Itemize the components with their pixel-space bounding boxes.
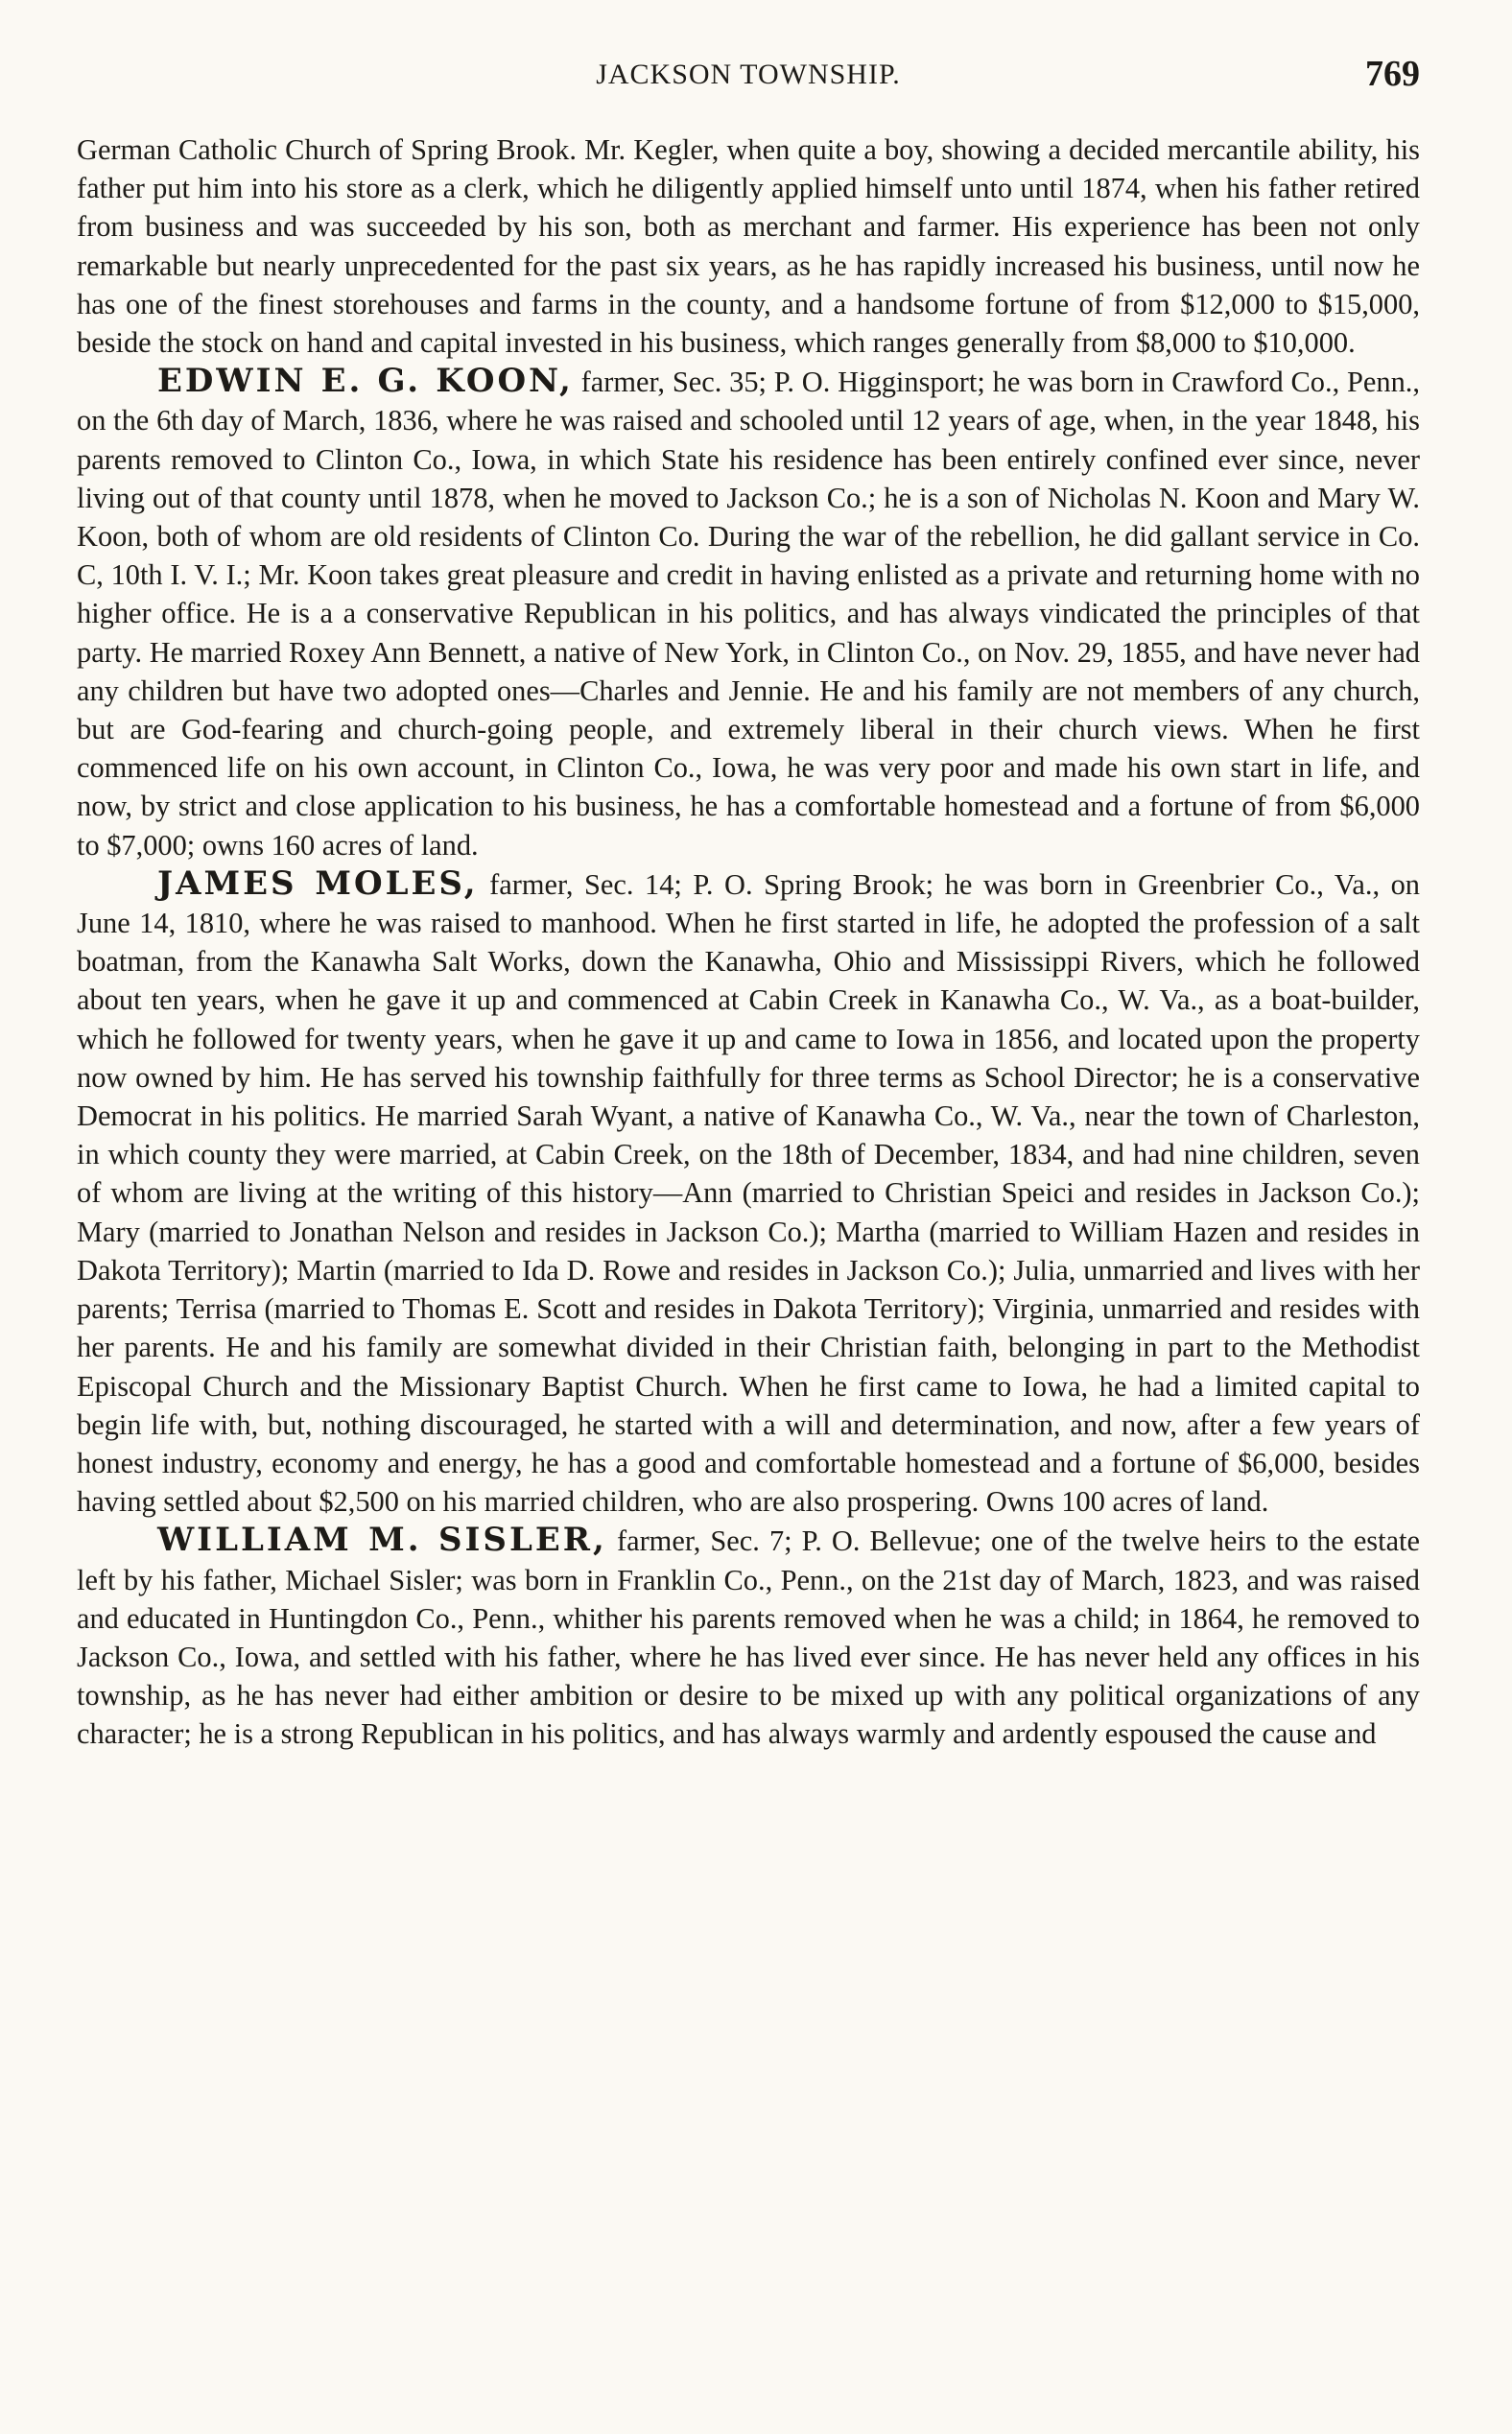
biography-william-sisler <box>77 1521 1420 1753</box>
running-head: JACKSON TOWNSHIP. <box>596 59 901 90</box>
biography-james-moles <box>77 864 1420 1521</box>
paragraph-kegler-continuation <box>77 130 1420 362</box>
biography-name: EDWIN E. G. KOON, <box>157 362 574 401</box>
biography-text: farmer, Sec. 14; P. O. Spring Brook; he was born in Greenbrier Co., Va., on June 14, 1810, where he was raised to manhood. When he first started in life, he adopted the profession of a salt boatman, from the Kanawha Salt Works, down the Kanawha, Ohio and Mississippi Rivers, which he followed about ten years, when he gave it up and commenced at Cabin Creek in Kanawha Co., W. Va., as a boat-builder, which he followed for twenty years, when he gave it up and came to Iowa in 1856, and located upon the property now owned by him. He has served his township faithfully for three terms as School Director; he is a conservative Democrat in his politics. He married Sarah Wyant, a native of Kanawha Co., W. Va., near the town of Charleston, in which county they were married, at Cabin Creek, on the 18th of December, 1834, and had nine children, seven of whom are living at the writing of this history—Ann (married to Christian Speici and resides in Jackson Co.); Mary (married to Jonathan Nelson and resides in Jackson Co.); Martha (married to William Hazen and resides in Dakota Territory); Martin (married to Ida D. Rowe and resides in Jackson Co.); Julia, unmarried and lives with her parents; Terrisa (married to Thomas E. Scott and resides in Dakota Territory); Virginia, unmarried and resides with her parents. He and his family are somewhat divided in their Christian faith, belonging in part to the Methodist Episcopal Church and the Missionary Baptist Church. When he first came to Iowa, he had a limited capital to begin life with, but, nothing discouraged, he started with a will and determination, and now, after a few years of honest industry, economy and energy, he has a good and comfortable homestead and a fortune of $6,000, besides having settled about $2,500 on his married children, who are also prospering. Owns 100 acres of land. <box>77 867 1420 1519</box>
page-number: 769 <box>1365 54 1420 94</box>
body-text <box>77 130 1420 1754</box>
page-header <box>77 53 1420 101</box>
biography-edwin-koon <box>77 362 1420 864</box>
biography-name: WILLIAM M. SISLER, <box>157 1521 607 1560</box>
paragraph-text: German Catholic Church of Spring Brook. Mr. Kegler, when quite a boy, showing a decided mercantile ability, his father put him into his store as a clerk, which he diligently applied himself unto until 1874, when his father retired from business and was succeeded by his son, both as merchant and farmer. His experience has been not only remarkable but nearly unprecedented for the past six years, as he has rapidly increased his business, until now he has one of the finest storehouses and farms in the county, and a handsome fortune of from $12,000 to $15,000, beside the stock on hand and capital invested in his business, which ranges generally from $8,000 to $10,000. <box>77 133 1420 360</box>
biography-text: farmer, Sec. 7; P. O. Bellevue; one of the twelve heirs to the estate left by his father, Michael Sisler; was born in Franklin Co., Penn., on the 21st day of March, 1823, and was raised and educated in Huntingdon Co., Penn., whither his parents removed when he was a child; in 1864, he removed to Jackson Co., Iowa, and settled with his father, where he has lived ever since. He has never held any offices in his township, as he has never had either ambition or desire to be mixed up with any political organizations of any character; he is a strong Republican in his politics, and has always warmly and ardently espoused the cause and <box>77 1524 1420 1751</box>
biography-text: farmer, Sec. 35; P. O. Higginsport; he was born in Crawford Co., Penn., on the 6th day of March, 1836, where he was raised and schooled until 12 years of age, when, in the year 1848, his parents removed to Clinton Co., Iowa, in which State his residence has been entirely confined ever since, never living out of that county until 1878, when he moved to Jackson Co.; he is a son of Nicholas N. Koon and Mary W. Koon, both of whom are old residents of Clinton Co. During the war of the rebellion, he did gallant service in Co. C, 10th I. V. I.; Mr. Koon takes great pleasure and credit in having enlisted as a private and returning home with no higher office. He is a a conservative Republican in his politics, and has always vindicated the principles of that party. He married Roxey Ann Bennett, a native of New York, in Clinton Co., on Nov. 29, 1855, and have never had any children but have two adopted ones—Charles and Jennie. He and his family are not members of any church, but are God-fearing and church-going people, and extremely liberal in their church views. When he first commenced life on his own account, in Clinton Co., Iowa, he was very poor and made his own start in life, and now, by strict and close application to his business, he has a comfortable homestead and a fortune of from $6,000 to $7,000; owns 160 acres of land. <box>77 366 1420 862</box>
biography-name: JAMES MOLES, <box>157 863 479 903</box>
